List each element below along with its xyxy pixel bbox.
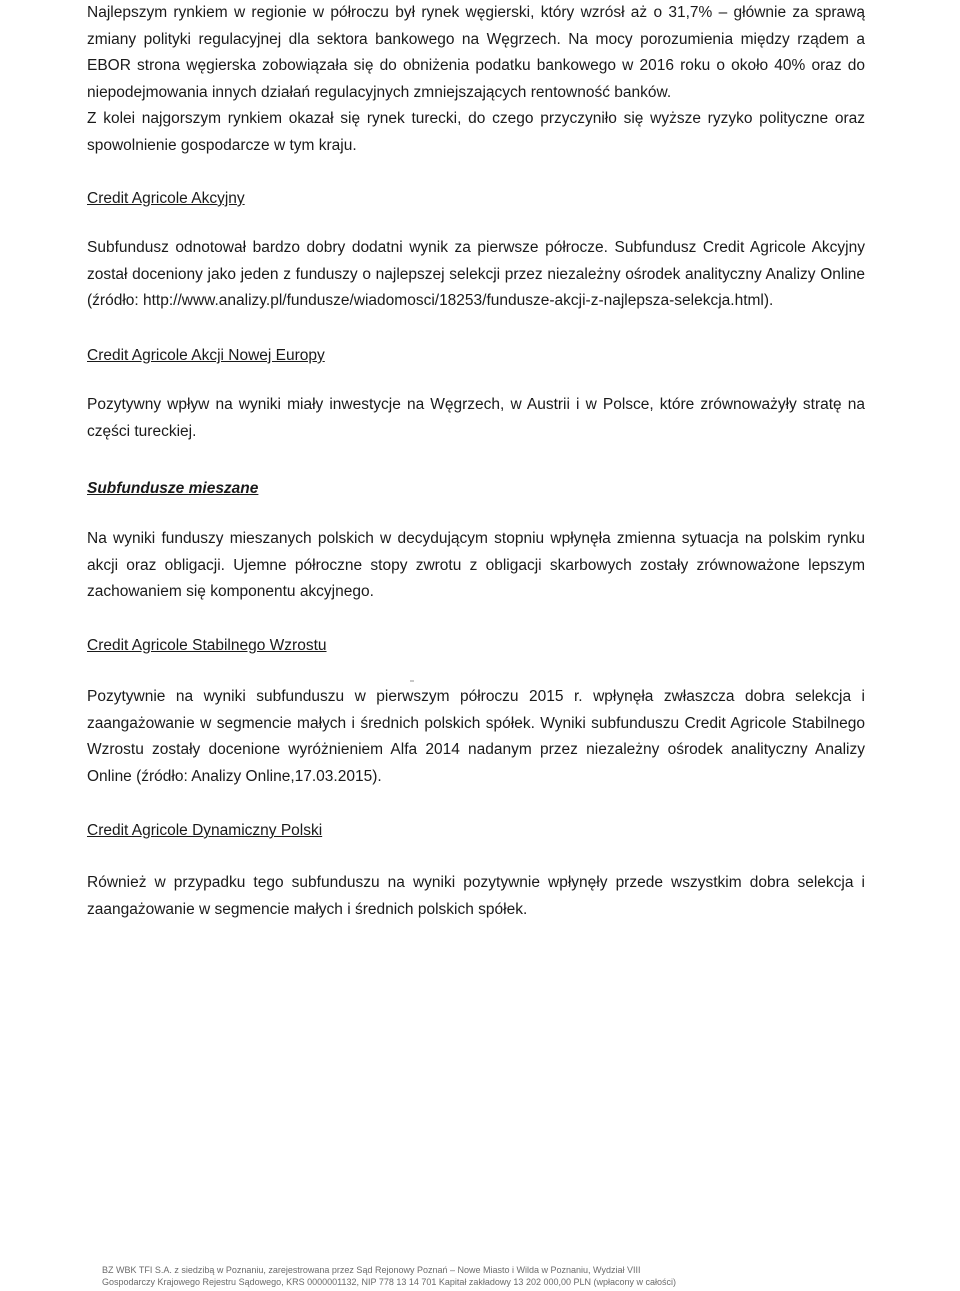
footer-company-info-line2: Gospodarczy Krajowego Rejestru Sądowego, KRS 0000001132, NIP 778 13 14 701 Kapitał zakładowy 13 202 000,00 PLN (wpłacony w całości) xyxy=(102,1277,677,1287)
paragraph-hungarian-market: Najlepszym rynkiem w regionie w półroczu był rynek węgierski, który wzrósł aż o 31,7% – głównie za sprawą zmiany polityki regulacyjnej dla sektora bankowego na Węgrzech. Na mocy porozumienia między rządem a EBOR strona węgierska zobowiązała się do obniżenia podatku bankowego w 2016 roku o około 40% oraz do niepodejmowania innych działań regulacyjnych zmniejszających rentowność banków. xyxy=(87,4,865,101)
paragraph-turkish-market: Z kolei najgorszym rynkiem okazał się rynek turecki, do czego przyczyniło się wyższe ryzyko polityczne oraz spowolnienie gospodarcze w tym kraju. xyxy=(87,110,865,154)
paragraph-akcyjny-results: Subfundusz odnotował bardzo dobry dodatni wynik za pierwsze półrocze. Subfundusz Credit Agricole Akcyjny został doceniony jako jeden z funduszy o najlepszej selekcji przez niezależny ośrodek analityczny Analizy Online (źródło: http://www.analizy.pl/fundusze/wiadomosci/18253/fundusze-akcji-z-najlepsza-selekcja.html). xyxy=(87,239,865,309)
paragraph-nowej-europy-results: Pozytywny wpływ na wyniki miały inwestycje na Węgrzech, w Austrii i w Polsce, które zrównoważyły stratę na części tureckiej. xyxy=(87,396,865,440)
paragraph-mixed-funds: Na wyniki funduszy mieszanych polskich w decydującym stopniu wpłynęła zmienna sytuacja na polskim rynku akcji oraz obligacji. Ujemne półroczne stopy zwrotu z obligacji skarbowych zostały zrównoważone lepszym zachowaniem się komponentu akcyjnego. xyxy=(87,530,865,600)
heading-subfundusze-mieszane: Subfundusze mieszane xyxy=(87,480,259,497)
heading-akcji-nowej-europy: Credit Agricole Akcji Nowej Europy xyxy=(87,347,325,364)
paragraph-dynamiczny-polski-results: Również w przypadku tego subfunduszu na wyniki pozytywnie wpłynęły przede wszystkim dobra selekcja i zaangażowanie w segmencie małych i średnich polskich spółek. xyxy=(87,874,865,918)
heading-dynamiczny-polski: Credit Agricole Dynamiczny Polski xyxy=(87,822,323,839)
heading-stabilnego-wzrostu: Credit Agricole Stabilnego Wzrostu xyxy=(87,637,327,654)
footer-company-info-line1: BZ WBK TFI S.A. z siedzibą w Poznaniu, zarejestrowana przez Sąd Rejonowy Poznań – Nowe Miasto i Wilda w Poznaniu, Wydział VIII xyxy=(102,1265,641,1275)
scan-speck xyxy=(410,680,414,682)
paragraph-stabilnego-wzrostu-results: Pozytywnie na wyniki subfunduszu w pierwszym półroczu 2015 r. wpłynęła zwłaszcza dobra selekcja i zaangażowanie w segmencie małych i średnich polskich spółek. Wyniki subfunduszu Credit Agricole Stabilnego Wzrostu zostały docenione wyróżnieniem Alfa 2014 nadanym przez niezależny ośrodek analityczny Analizy Online (źródło: Analizy Online,17.03.2015). xyxy=(87,688,865,785)
heading-credit-agricole-akcyjny: Credit Agricole Akcyjny xyxy=(87,190,245,207)
